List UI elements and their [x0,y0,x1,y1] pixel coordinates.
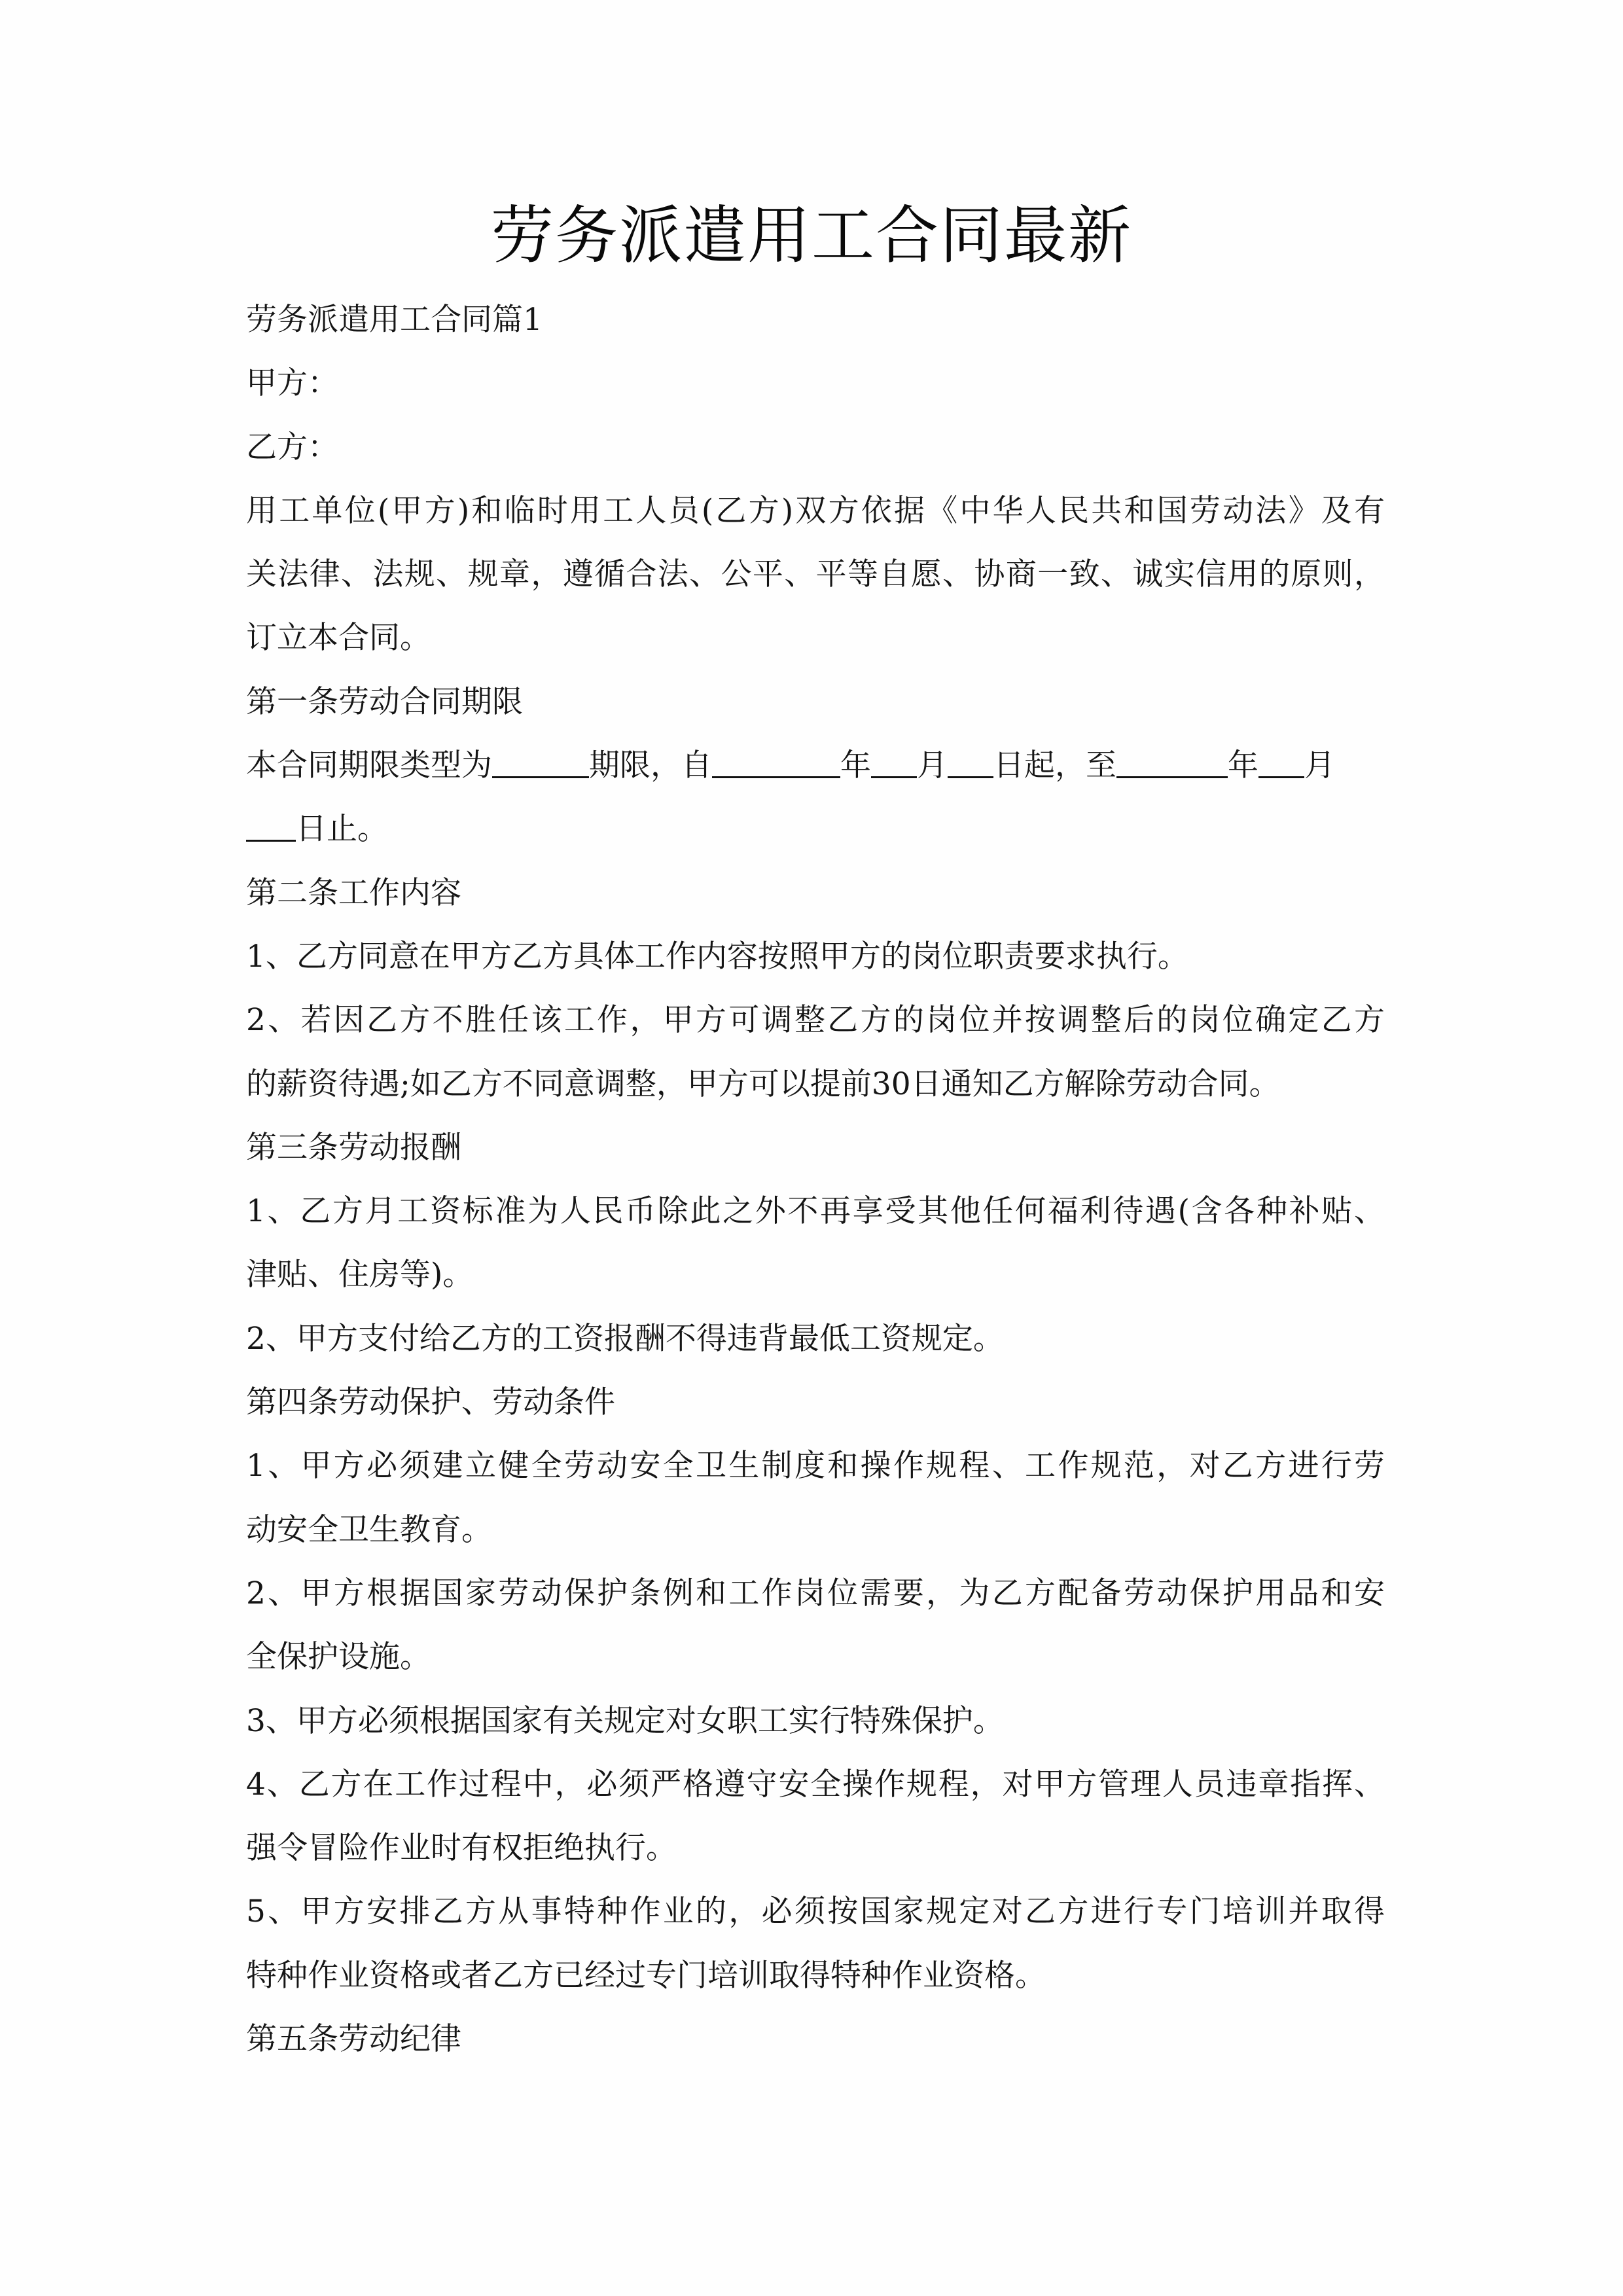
preamble-line: 订立本合同。 [246,620,431,656]
term-text: 本合同期限类型为 [246,747,492,784]
document-title: 劳务派遣用工合同最新 [491,199,1132,272]
term-text: 期限，自 [589,747,712,784]
article-4-line: 3、甲方必须根据国家有关规定对女职工实行特殊保护。 [246,1702,1004,1739]
contract-term-line [246,734,1385,797]
contract-term-line-end [246,797,1385,861]
article-3-line: 2、甲方支付给乙方的工资报酬不得违背最低工资规定。 [246,1320,1004,1357]
article-3-line: 津贴、住房等)。 [246,1257,474,1293]
article-4-line: 2、甲方根据国家劳动保护条例和工作岗位需要，为乙方配备劳动保护用品和安 [246,1575,1385,1611]
start-month-blank[interactable] [871,746,917,778]
start-year-blank[interactable] [712,746,840,778]
article-4-line: 5、甲方安排乙方从事特种作业的，必须按国家规定对乙方进行专门培训并取得 [246,1893,1385,1930]
end-month-blank[interactable] [1258,746,1304,778]
article-4-heading: 第四条劳动保护、劳动条件 [246,1384,615,1421]
article-2-heading: 第二条工作内容 [246,874,461,911]
end-year-blank[interactable] [1116,746,1228,778]
article-4-line: 强令冒险作业时有权拒绝执行。 [246,1830,677,1867]
article-4-line: 1、甲方必须建立健全劳动安全卫生制度和操作规程、工作规范，对乙方进行劳 [246,1448,1385,1484]
term-text: 月 [1304,747,1335,784]
article-4-line: 动安全卫生教育。 [246,1511,492,1548]
article-5-heading: 第五条劳动纪律 [246,2021,461,2058]
term-type-blank[interactable] [492,746,589,778]
term-text: 月 [917,747,948,784]
article-3-heading: 第三条劳动报酬 [246,1129,461,1166]
start-day-blank[interactable] [948,746,993,778]
term-text: 日止。 [296,811,388,848]
article-4-line: 4、乙方在工作过程中，必须严格遵守安全操作规程，对甲方管理人员违章指挥、 [246,1766,1385,1803]
document-body [246,288,1385,2071]
article-1-heading: 第一条劳动合同期限 [246,683,523,720]
article-2-line: 1、乙方同意在甲方乙方具体工作内容按照甲方的岗位职责要求执行。 [246,938,1188,975]
end-day-blank[interactable] [246,810,296,842]
preamble-line: 用工单位(甲方)和临时用工人员(乙方)双方依据《中华人民共和国劳动法》及有 [246,492,1385,529]
article-3-line: 1、乙方月工资标准为人民币除此之外不再享受其他任何福利待遇(含各种补贴、 [246,1193,1385,1230]
contract-subtitle: 劳务派遣用工合同篇1 [246,302,543,338]
term-text: 年 [1228,747,1258,784]
article-2-line: 的薪资待遇;如乙方不同意调整，甲方可以提前30日通知乙方解除劳动合同。 [246,1066,1280,1102]
party-b-label: 乙方： [246,429,338,465]
article-4-line: 全保护设施。 [246,1639,431,1676]
article-2-line: 2、若因乙方不胜任该工作，甲方可调整乙方的岗位并按调整后的岗位确定乙方 [246,1002,1385,1039]
article-4-line: 特种作业资格或者乙方已经过专门培训取得特种作业资格。 [246,1957,1046,1994]
party-a-label: 甲方： [246,365,338,402]
preamble-line: 关法律、法规、规章，遵循合法、公平、平等自愿、协商一致、诚实信用的原则， [246,556,1385,593]
term-text: 年 [840,747,871,784]
term-text: 日起，至 [993,747,1116,784]
